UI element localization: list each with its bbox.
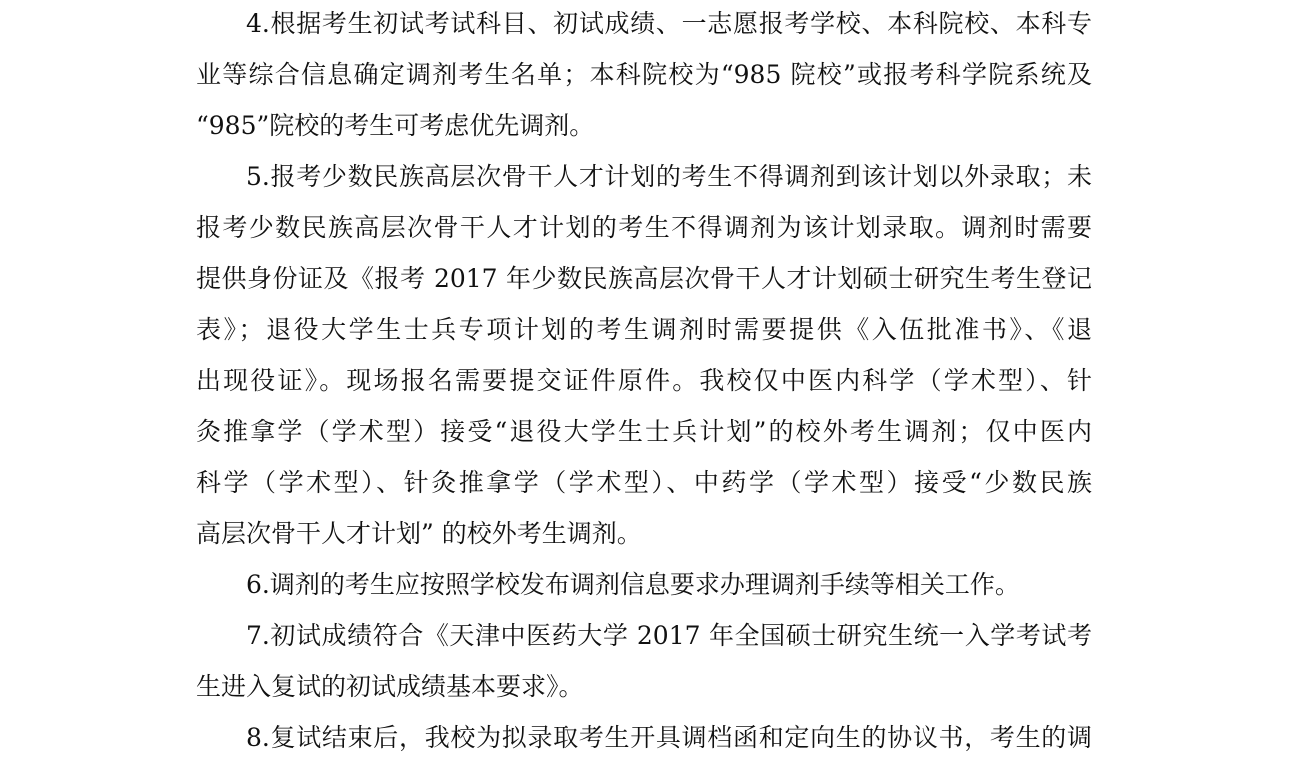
paragraph-5-line-8: 高层次骨干人才计划” 的校外考生调剂。: [196, 519, 642, 548]
paragraph-5-line-1: 5.报考少数民族高层次骨干人才计划的考生不得调剂到该计划以外录取；未: [246, 162, 1092, 191]
paragraph-5-line-5: 出现役证》。现场报名需要提交证件原件。我校仅中医内科学（学术型）、针: [196, 366, 1092, 395]
paragraph-5-line-6: 灸推拿学（学术型）接受“退役大学生士兵计划”的校外考生调剂；仅中医内: [196, 417, 1092, 446]
paragraph-4-line-1: 4.根据考生初试考试科目、初试成绩、一志愿报考学校、本科院校、本科专: [246, 9, 1092, 38]
paragraph-5-line-4: 表》；退役大学生士兵专项计划的考生调剂时需要提供《入伍批准书》、《退: [196, 315, 1092, 344]
paragraph-5-line-3: 提供身份证及《报考 2017 年少数民族高层次骨干人才计划硕士研究生考生登记: [196, 264, 1092, 293]
paragraph-5-line-2: 报考少数民族高层次骨干人才计划的考生不得调剂为该计划录取。调剂时需要: [196, 213, 1092, 242]
paragraph-4-line-3: “985”院校的考生可考虑优先调剂。: [196, 111, 595, 140]
paragraph-5-line-7: 科学（学术型）、针灸推拿学（学术型）、中药学（学术型）接受“少数民族: [196, 468, 1092, 497]
paragraph-7-line-1: 7.初试成绩符合《天津中医药大学 2017 年全国硕士研究生统一入学考试考: [246, 621, 1092, 650]
paragraph-6-line-1: 6.调剂的考生应按照学校发布调剂信息要求办理调剂手续等相关工作。: [246, 570, 1020, 599]
paragraph-8-line-1: 8.复试结束后，我校为拟录取考生开具调档函和定向生的协议书，考生的调: [246, 723, 1092, 752]
paragraph-7-line-2: 生进入复试的初试成绩基本要求》。: [196, 672, 584, 701]
paragraph-4-line-2: 业等综合信息确定调剂考生名单；本科院校为“985 院校”或报考科学院系统及: [196, 60, 1092, 89]
